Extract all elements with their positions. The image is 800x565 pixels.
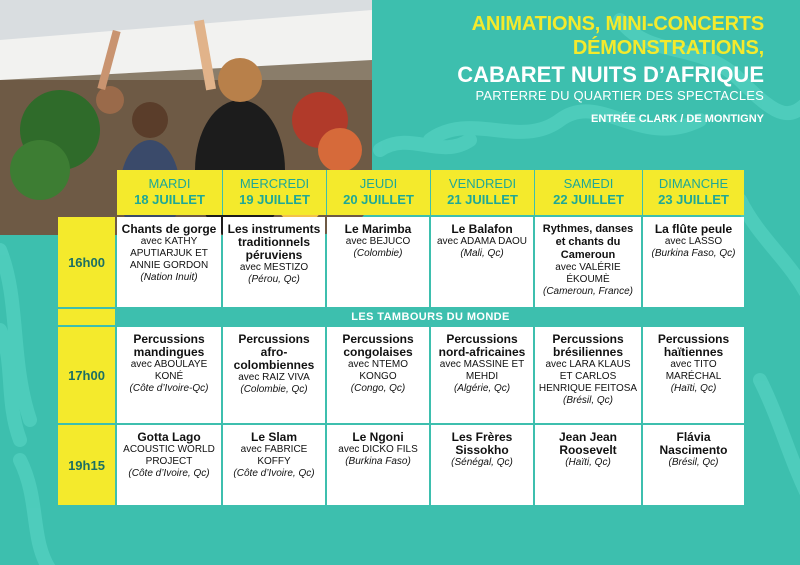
event-artist: avec FABRICE KOFFY (240, 444, 308, 467)
event-header (364, 12, 764, 126)
event-cell (223, 425, 325, 505)
day-name: JEUDI (359, 176, 398, 191)
event-origin: (Haïti, Qc) (565, 457, 611, 468)
event-cell (117, 327, 221, 423)
event-title: Les instruments traditionnels péruviens (227, 222, 321, 262)
event-cell (643, 425, 744, 505)
event-cell (327, 425, 429, 505)
event-origin: (Mali, Qc) (460, 248, 504, 259)
event-origin: (Congo, Qc) (350, 383, 406, 394)
event-artist: avec MASSINE ET MEHDI (439, 359, 525, 382)
day-date: 18 JUILLET (134, 192, 205, 207)
event-artist: avec TITO MARÉCHAL (665, 359, 722, 382)
event-origin: (Burkina Faso, Qc) (651, 248, 736, 259)
day-date: 20 JUILLET (343, 192, 414, 207)
day-name: MERCREDI (239, 176, 310, 191)
day-date: 19 JUILLET (239, 192, 310, 207)
event-cell (643, 327, 744, 423)
event-title: Percussions nord-africaines (438, 332, 526, 359)
header-line-1: ANIMATIONS, MINI-CONCERTS (471, 13, 764, 35)
time-label: 17h00 (58, 327, 115, 423)
event-title: Percussions brésiliennes (552, 332, 624, 359)
event-cell (327, 217, 429, 307)
section-banner: LES TAMBOURS DU MONDE (117, 309, 744, 325)
event-title: Le Ngoni (352, 430, 404, 444)
event-origin: (Côte d’Ivoire, Qc) (233, 468, 315, 479)
event-origin: (Colombie, Qc) (240, 384, 308, 395)
event-cell (535, 327, 641, 423)
event-artist: avec LASSO (664, 236, 723, 247)
event-cell (643, 217, 744, 307)
event-cell (431, 217, 533, 307)
event-artist: avec BEJUCO (345, 236, 411, 247)
event-origin: (Burkina Faso) (345, 456, 411, 467)
day-header (431, 170, 535, 215)
event-cell (431, 425, 533, 505)
event-artist: avec LARA KLAUS ET CARLOS HENRIQUE FEITOSA (538, 359, 638, 394)
schedule-grid (58, 170, 744, 505)
event-artist: ACOUSTIC WORLD PROJECT (123, 444, 215, 467)
event-title: Percussions mandingues (133, 332, 205, 359)
event-artist: avec MESTIZO (239, 262, 309, 273)
header-title: CABARET NUITS D’AFRIQUE (457, 62, 764, 87)
event-title: Le Balafon (451, 222, 513, 236)
event-title: Jean Jean Roosevelt (558, 430, 618, 457)
event-cell (223, 217, 325, 307)
event-artist: avec VALÉRIE ÉKOUMÈ (555, 262, 621, 285)
event-title: Le Slam (250, 430, 298, 444)
day-name: SAMEDI (563, 176, 614, 191)
event-title: Les Frères Sissokho (451, 430, 513, 457)
time-label: 19h15 (58, 425, 115, 505)
header-entrance: ENTRÉE CLARK / DE MONTIGNY (591, 113, 764, 125)
time-slot-row (58, 217, 744, 307)
time-slot-row (58, 425, 744, 505)
day-date: 23 JUILLET (658, 192, 729, 207)
day-date: 22 JUILLET (553, 192, 624, 207)
event-cell (431, 327, 533, 423)
banner-row (58, 309, 744, 325)
day-header (117, 170, 223, 215)
day-header (535, 170, 643, 215)
event-title: Percussions afro-colombiennes (233, 332, 315, 372)
event-origin: (Brésil, Qc) (668, 457, 719, 468)
event-origin: (Colombie) (353, 248, 403, 259)
event-origin: (Pérou, Qc) (248, 274, 300, 285)
header-venue: PARTERRE DU QUARTIER DES SPECTACLES (475, 88, 764, 103)
day-header (223, 170, 327, 215)
event-cell (117, 425, 221, 505)
time-slot-row (58, 327, 744, 423)
time-label: 16h00 (58, 217, 115, 307)
day-header-row (117, 170, 744, 215)
day-header (643, 170, 744, 215)
event-artist: avec RAIZ VIVA (238, 372, 310, 383)
day-name: VENDREDI (448, 176, 517, 191)
day-header (327, 170, 431, 215)
event-origin: (Algérie, Qc) (453, 383, 511, 394)
banner-time-spacer (58, 309, 115, 325)
event-cell (223, 327, 325, 423)
event-artist: avec ABOULAYE KONÉ (130, 359, 208, 382)
day-name: MARDI (148, 176, 191, 191)
event-artist: avec KATHY APUTIARJUK ET ANNIE GORDON (129, 236, 209, 271)
event-artist: avec NTEMO KONGO (347, 359, 408, 382)
event-artist: avec ADAMA DAOU (436, 236, 528, 247)
event-origin: (Côte d’Ivoire-Qc) (129, 383, 209, 394)
event-cell (535, 217, 641, 307)
event-origin: (Cameroun, France) (542, 286, 634, 297)
event-origin: (Côte d’Ivoire, Qc) (128, 468, 210, 479)
event-title: Le Marimba (344, 222, 412, 236)
event-origin: (Haïti, Qc) (670, 383, 717, 394)
event-title: Rythmes, danses et chants du Cameroun (542, 223, 634, 261)
day-date: 21 JUILLET (447, 192, 518, 207)
event-cell (535, 425, 641, 505)
event-cell (117, 217, 221, 307)
event-title: La flûte peule (654, 222, 733, 236)
event-artist: avec DICKO FILS (338, 444, 418, 455)
day-name: DIMANCHE (658, 176, 729, 191)
event-title: Percussions haïtiennes (657, 332, 730, 359)
event-title: Percussions congolaises (342, 332, 414, 359)
event-title: Gotta Lago (137, 430, 201, 444)
event-origin: (Sénégal, Qc) (451, 457, 513, 468)
header-line-2: DÉMONSTRATIONS, (572, 37, 764, 59)
event-title: Chants de gorge (121, 222, 217, 236)
event-origin: (Nation Inuit) (140, 272, 198, 283)
event-title: Flávia Nascimento (659, 430, 728, 457)
event-cell (327, 327, 429, 423)
event-origin: (Brésil, Qc) (563, 395, 613, 406)
